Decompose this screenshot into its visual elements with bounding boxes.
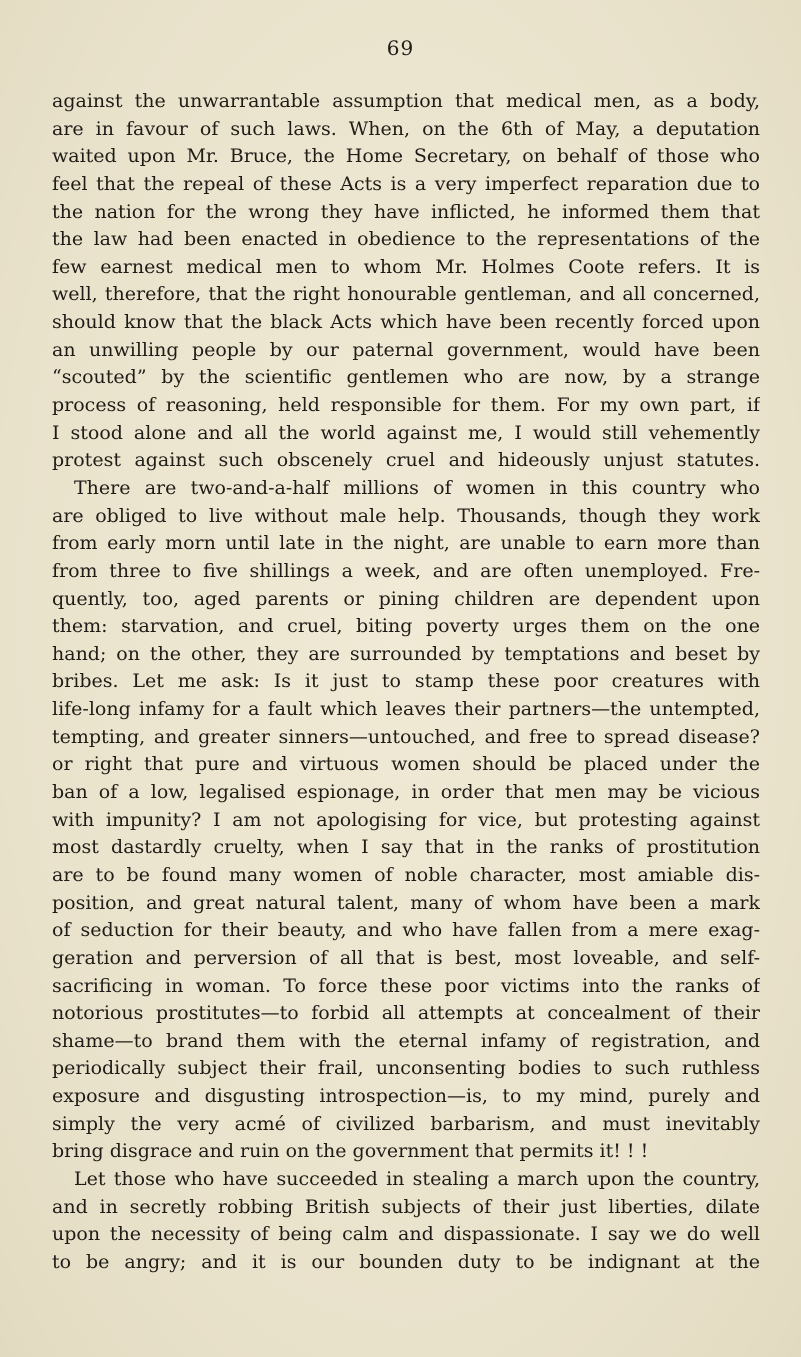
text-line: exposure and disgusting introspection—is, to my mind, purely and xyxy=(52,1085,760,1108)
text-line: hand; on the other, they are surrounded by temptations and beset by xyxy=(52,642,760,665)
text-line: them: starvation, and cruel, biting poverty urges them on the one xyxy=(52,615,760,638)
text-line: from three to five shillings a week, and are often unemployed. Fre- xyxy=(52,559,760,582)
text-line: I stood alone and all the world against me, I would still vehemently xyxy=(52,421,760,444)
text-line: most dastardly cruelty, when I say that in the ranks of prostitution xyxy=(52,836,760,859)
paragraph-start-line: Let those who have succeeded in stealing a march upon the country, xyxy=(74,1167,760,1190)
text-line: bring disgrace and ruin on the government that permits it! ! ! xyxy=(52,1140,649,1163)
body-text xyxy=(52,88,760,1277)
text-line: with impunity? I am not apologising for vice, but protesting against xyxy=(52,808,760,831)
text-line: simply the very acmé of civilized barbarism, and must inevitably xyxy=(52,1112,760,1135)
text-line: well, therefore, that the right honourable gentleman, and all concerned, xyxy=(52,283,760,306)
text-line: from early morn until late in the night, are unable to earn more than xyxy=(52,532,760,555)
text-line: “scouted” by the scientific gentlemen who are now, by a strange xyxy=(52,366,760,389)
text-line: sacrificing in woman. To force these poor victims into the ranks of xyxy=(52,974,760,997)
text-line: of seduction for their beauty, and who have fallen from a mere exag- xyxy=(52,919,760,942)
paragraph-start-line: There are two-and-a-half millions of women in this country who xyxy=(74,476,760,499)
text-line: periodically subject their frail, unconsenting bodies to such ruthless xyxy=(52,1057,760,1080)
text-line: process of reasoning, held responsible for them. For my own part, if xyxy=(52,394,760,417)
text-line: few earnest medical men to whom Mr. Holmes Coote refers. It is xyxy=(52,255,760,278)
text-line: upon the necessity of being calm and dispassionate. I say we do well xyxy=(52,1223,760,1246)
text-line: quently, too, aged parents or pining children are dependent upon xyxy=(52,587,760,610)
text-line: are to be found many women of noble character, most amiable dis- xyxy=(52,863,760,886)
text-line: the nation for the wrong they have inflicted, he informed them that xyxy=(52,200,760,223)
text-line: ban of a low, legalised espionage, in order that men may be vicious xyxy=(52,781,760,804)
text-line: and in secretly robbing British subjects of their just liberties, dilate xyxy=(52,1195,760,1218)
text-line: or right that pure and virtuous women should be placed under the xyxy=(52,753,760,776)
page-number: 69 xyxy=(386,36,415,60)
text-line: protest against such obscenely cruel and hideously unjust statutes. xyxy=(52,449,760,472)
text-line: are in favour of such laws. When, on the 6th of May, a deputation xyxy=(52,117,760,140)
text-line: to be angry; and it is our bounden duty to be indignant at the xyxy=(52,1250,760,1273)
text-line: geration and perversion of all that is best, most loveable, and self- xyxy=(52,946,760,969)
text-line: an unwilling people by our paternal government, would have been xyxy=(52,338,760,361)
text-line: are obliged to live without male help. Thousands, though they work xyxy=(52,504,760,527)
text-line: life-long infamy for a fault which leaves their partners—the untempted, xyxy=(52,698,760,721)
text-line: tempting, and greater sinners—untouched, and free to spread disease? xyxy=(52,725,760,748)
text-line: position, and great natural talent, many of whom have been a mark xyxy=(52,891,760,914)
text-line: feel that the repeal of these Acts is a very imperfect reparation due to xyxy=(52,172,760,195)
text-line: bribes. Let me ask: Is it just to stamp these poor creatures with xyxy=(52,670,760,693)
text-line: notorious prostitutes—to forbid all attempts at concealment of their xyxy=(52,1002,760,1025)
text-line: shame—to brand them with the eternal infamy of registration, and xyxy=(52,1029,760,1052)
text-line: the law had been enacted in obedience to the representations of the xyxy=(52,228,760,251)
text-line: should know that the black Acts which have been recently forced upon xyxy=(52,311,760,334)
text-line: waited upon Mr. Bruce, the Home Secretary, on behalf of those who xyxy=(52,145,760,168)
text-line: against the unwarrantable assumption that medical men, as a body, xyxy=(52,90,760,112)
